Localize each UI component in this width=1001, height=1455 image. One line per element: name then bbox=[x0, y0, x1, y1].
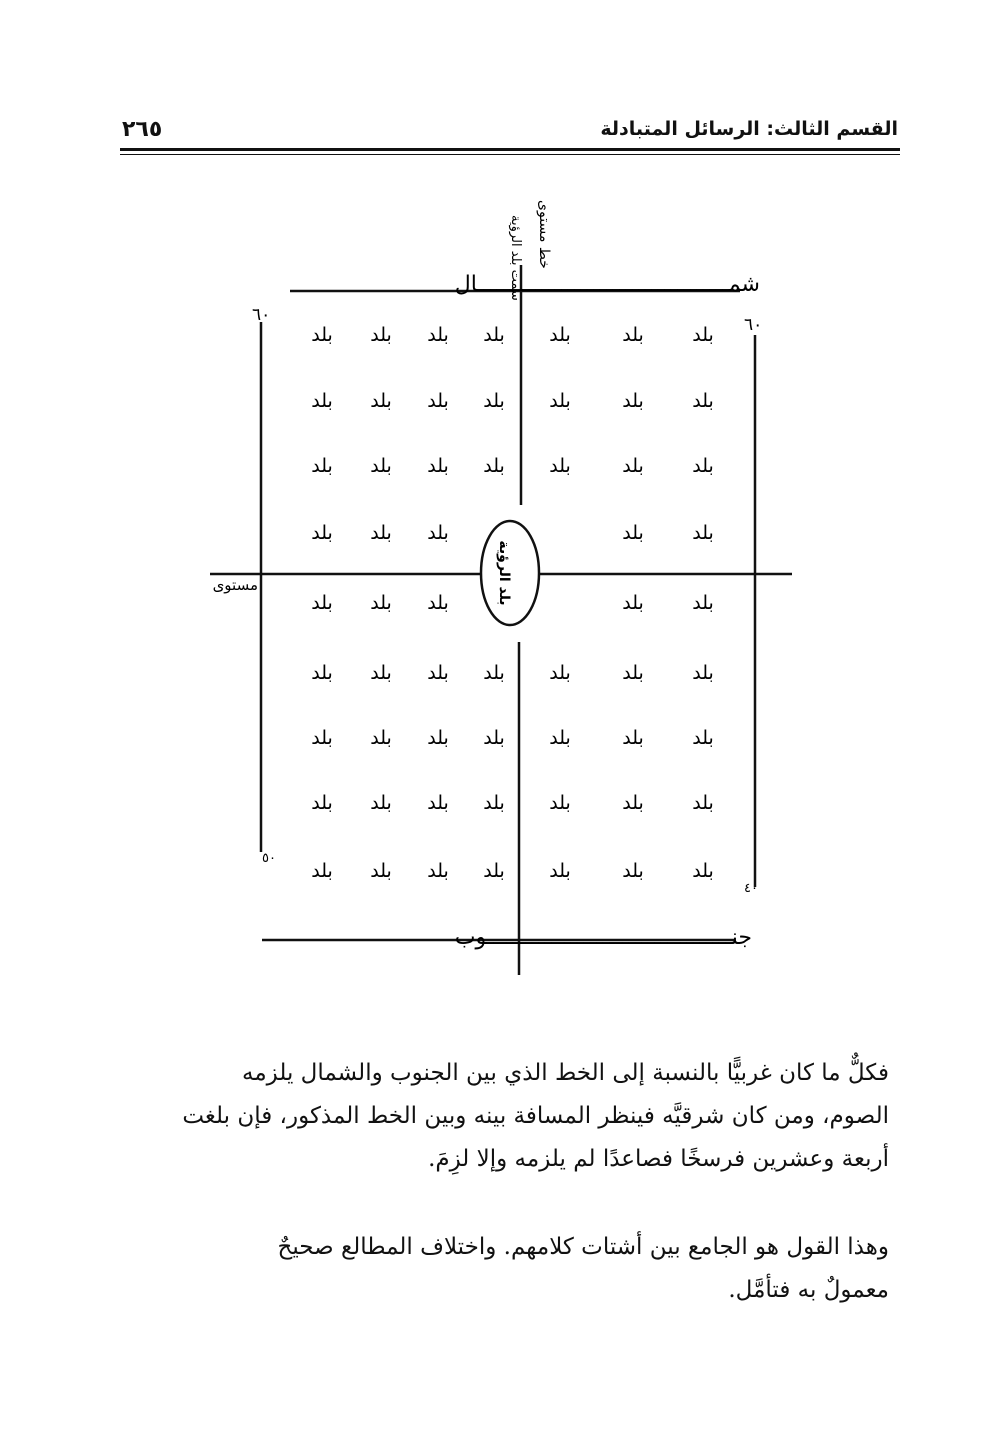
side-label-level: مستوى bbox=[212, 576, 258, 594]
top-label-line-level: خط مستوى bbox=[536, 200, 552, 269]
cell-label: بلد bbox=[311, 860, 333, 882]
cell-label: بلد bbox=[549, 662, 571, 684]
cell-label: بلد bbox=[549, 860, 571, 882]
cell-label: بلد bbox=[311, 390, 333, 412]
cell-label: بلد bbox=[311, 662, 333, 684]
left-degree-top: ٦٠ bbox=[252, 305, 271, 325]
paragraph-1-line: أربعة وعشرين فرسخًا فصاعدًا لم يلزمه وإلا لزِمَ. bbox=[428, 1146, 889, 1172]
cell-label: بلد bbox=[692, 390, 714, 412]
cell-label: بلد bbox=[483, 662, 505, 684]
cell-label: بلد bbox=[427, 592, 449, 614]
cell-label: بلد bbox=[427, 662, 449, 684]
cell-label: بلد bbox=[427, 522, 449, 544]
paragraph-2-line: وهذا القول هو الجامع بين أشتات كلامهم. واختلاف المطالع صحيحٌ bbox=[277, 1234, 889, 1260]
cell-label: بلد bbox=[622, 455, 644, 477]
cell-label: بلد bbox=[483, 455, 505, 477]
right-degree-top: ٦٠ bbox=[744, 315, 763, 335]
cell-label: بلد bbox=[483, 324, 505, 346]
top-label-azimuth: سمت بلد الرؤية bbox=[508, 215, 523, 301]
cell-label: بلد bbox=[549, 727, 571, 749]
cell-label: بلد bbox=[311, 727, 333, 749]
cell-label: بلد bbox=[370, 592, 392, 614]
page-number: ٢٦٥ bbox=[122, 117, 163, 142]
cell-label: بلد bbox=[427, 455, 449, 477]
cell-label: بلد bbox=[370, 860, 392, 882]
cell-label: بلد bbox=[549, 792, 571, 814]
cell-label: بلد bbox=[427, 792, 449, 814]
right-degree-bottom: ٤٠ bbox=[744, 881, 758, 896]
cell-label: بلد bbox=[311, 792, 333, 814]
cell-label: بلد bbox=[622, 662, 644, 684]
center-label: بلد الرؤية bbox=[496, 540, 512, 606]
cell-label: بلد bbox=[692, 860, 714, 882]
south-label: جنــــــــــــــــــــــــــــــــــــــوب bbox=[454, 925, 752, 950]
cell-label: بلد bbox=[370, 727, 392, 749]
cell-label: بلد bbox=[311, 592, 333, 614]
cell-label: بلد bbox=[370, 792, 392, 814]
cell-label: بلد bbox=[370, 390, 392, 412]
cell-label: بلد bbox=[427, 324, 449, 346]
left-degree-bottom: ٥٠ bbox=[262, 851, 276, 866]
cell-label: بلد bbox=[427, 390, 449, 412]
cell-label: بلد bbox=[483, 390, 505, 412]
paragraph-1 bbox=[109, 1052, 889, 1181]
cell-label: بلد bbox=[311, 455, 333, 477]
cell-label: بلد bbox=[370, 662, 392, 684]
cell-label: بلد bbox=[622, 860, 644, 882]
cell-label: بلد bbox=[549, 455, 571, 477]
cell-label: بلد bbox=[483, 792, 505, 814]
cell-label: بلد bbox=[427, 860, 449, 882]
cell-label: بلد bbox=[370, 455, 392, 477]
cell-label: بلد bbox=[622, 324, 644, 346]
cell-label: بلد bbox=[427, 727, 449, 749]
cell-label: بلد bbox=[622, 390, 644, 412]
cell-label: بلد bbox=[549, 390, 571, 412]
paragraph-2-line: معمولٌ به فتأمَّل. bbox=[728, 1277, 889, 1303]
cell-label: بلد bbox=[370, 324, 392, 346]
cell-label: بلد bbox=[549, 324, 571, 346]
cell-label: بلد bbox=[483, 860, 505, 882]
paragraph-2 bbox=[109, 1226, 889, 1312]
paragraph-1-line: الصوم، ومن كان شرقيَّه فينظر المسافة بينه وبين الخط المذكور، فإن بلغت bbox=[182, 1103, 889, 1129]
cell-label: بلد bbox=[622, 792, 644, 814]
cell-label: بلد bbox=[692, 455, 714, 477]
cell-label: بلد bbox=[692, 522, 714, 544]
cell-label: بلد bbox=[692, 727, 714, 749]
cell-label: بلد bbox=[692, 324, 714, 346]
cell-label: بلد bbox=[692, 792, 714, 814]
cell-label: بلد bbox=[692, 662, 714, 684]
north-label: شمـــــــــــــــــــــــــــــــــــــــال bbox=[454, 272, 760, 297]
paragraph-1-line: فكلٌّ ما كان غربيًّا بالنسبة إلى الخط الذي بين الجنوب والشمال يلزمه bbox=[241, 1060, 889, 1086]
cell-label: بلد bbox=[311, 522, 333, 544]
cell-label: بلد bbox=[622, 522, 644, 544]
header-title: القسم الثالث: الرسائل المتبادلة bbox=[600, 118, 898, 140]
cell-label: بلد bbox=[692, 592, 714, 614]
cell-label: بلد bbox=[622, 727, 644, 749]
cell-label: بلد bbox=[483, 727, 505, 749]
cell-label: بلد bbox=[370, 522, 392, 544]
cell-label: بلد bbox=[622, 592, 644, 614]
cell-label: بلد bbox=[311, 324, 333, 346]
